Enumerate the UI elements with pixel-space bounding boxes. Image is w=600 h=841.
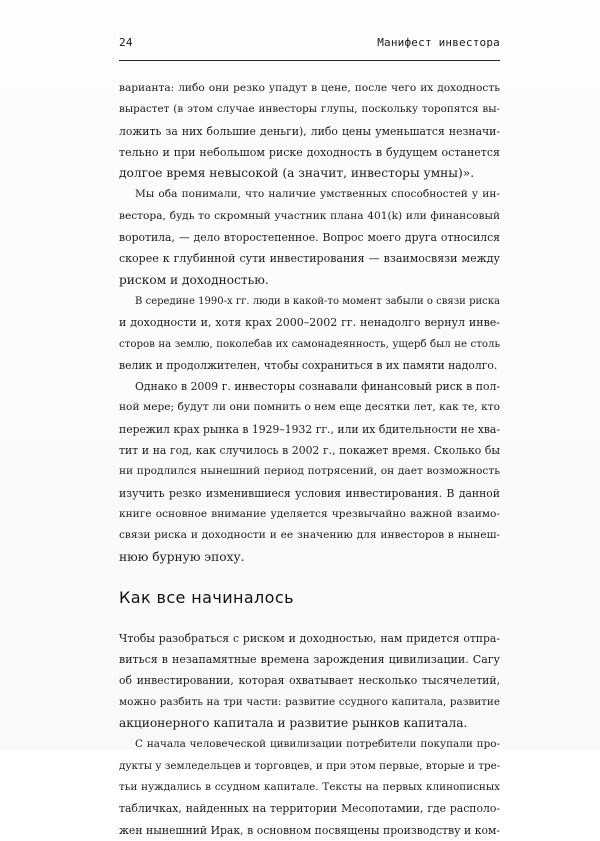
text-line: варианта: либо они резко упадут в цене, после чего их доходность xyxy=(119,82,500,94)
paragraph-2 xyxy=(119,184,500,290)
text-line: ной мере; будут ли они помнить о нем еще десятки лет, как те, кто xyxy=(119,401,500,414)
text-line: тельно и при небольшом риске доходность в будущем останется xyxy=(119,145,500,159)
section-heading: Как все начиналось xyxy=(119,587,294,607)
running-title: Манифест инвестора xyxy=(377,36,500,49)
text-line: долгое время невысокой (а значит, инвесторы умны)». xyxy=(119,166,475,181)
paragraph-6 xyxy=(119,734,500,840)
header-rule xyxy=(119,60,500,61)
paragraph-1 xyxy=(119,78,500,184)
paragraph-4 xyxy=(119,376,500,568)
text-line: вестора, будь то скромный участник плана 401(k) или финансовый xyxy=(119,209,500,222)
text-line: воротила, — дело второстепенное. Вопрос моего друга относился xyxy=(119,231,500,245)
text-line: ни продлился нынешний период потрясений, он дает возможность xyxy=(119,465,500,478)
text-line: табличках, найденных на территории Месопотамии, где располо- xyxy=(119,802,500,816)
text-line: сторов на землю, поколебав их самонадеянность, ущерб был не столь xyxy=(119,338,500,350)
paragraph-5 xyxy=(119,628,500,734)
text-line: велик и продолжителен, чтобы сохраниться в их памяти надолго. xyxy=(119,358,498,372)
text-line: нюю бурную эпоху. xyxy=(119,549,245,564)
text-line: пережил крах рынка в 1929–1932 гг., или их бдительности не хва- xyxy=(119,422,500,436)
text-line: об инвестировании, которая охватывает несколько тысячелетий, xyxy=(119,674,500,688)
paragraph-3 xyxy=(119,291,500,376)
text-line: В середине 1990-х гг. люди в какой-то момент забыли о связи риска xyxy=(135,295,500,307)
text-line: риском и доходностью. xyxy=(119,272,269,287)
text-line: вырастет (в этом случае инвесторы глупы, поскольку торопятся вы- xyxy=(119,103,500,116)
text-line: изучить резко изменившиеся условия инвестирования. В данной xyxy=(119,486,500,500)
text-line: и доходности и, хотя крах 2000–2002 гг. ненадолго вернул инве- xyxy=(119,316,500,330)
text-line: жен нынешний Ирак, в основном посвящены производству и ком- xyxy=(119,823,500,837)
text-line: дукты у земледельцев и торговцев, и при этом первые, вторые и тре- xyxy=(119,759,501,772)
text-line: тит и на год, как случилось в 2002 г., покажет время. Сколько бы xyxy=(119,444,500,458)
text-line: виться в незапамятные времена зарождения цивилизации. Сагу xyxy=(119,653,500,667)
text-line: тьи нуждались в ссудном капитале. Тексты на первых клинописных xyxy=(119,780,500,793)
text-line: Однако в 2009 г. инвесторы сознавали финансовый риск в пол- xyxy=(135,380,500,394)
body-text xyxy=(119,78,500,841)
running-header xyxy=(119,36,500,49)
text-line: акционерного капитала и развитие рынков капитала. xyxy=(119,716,468,731)
text-line: связи риска и доходности и ее значению для инвесторов в нынеш- xyxy=(119,529,500,542)
text-line: Мы оба понимали, что наличие умственных способностей у ин- xyxy=(135,188,500,201)
text-line: скорее к глубинной сути инвестирования — взаимосвязи между xyxy=(119,252,500,266)
page-number: 24 xyxy=(119,36,133,49)
text-line: Чтобы разобраться с риском и доходностью, нам придется отпра- xyxy=(119,631,500,645)
text-line: книге основное внимание уделяется чрезвычайно важной взаимо- xyxy=(119,507,500,520)
text-line: С начала человеческой цивилизации потребители покупали про- xyxy=(135,738,500,751)
text-line: можно разбить на три части: развитие ссудного капитала, развитие xyxy=(119,695,500,708)
text-line: ложить за них большие деньги), либо цены уменьшатся незначи- xyxy=(119,124,500,138)
